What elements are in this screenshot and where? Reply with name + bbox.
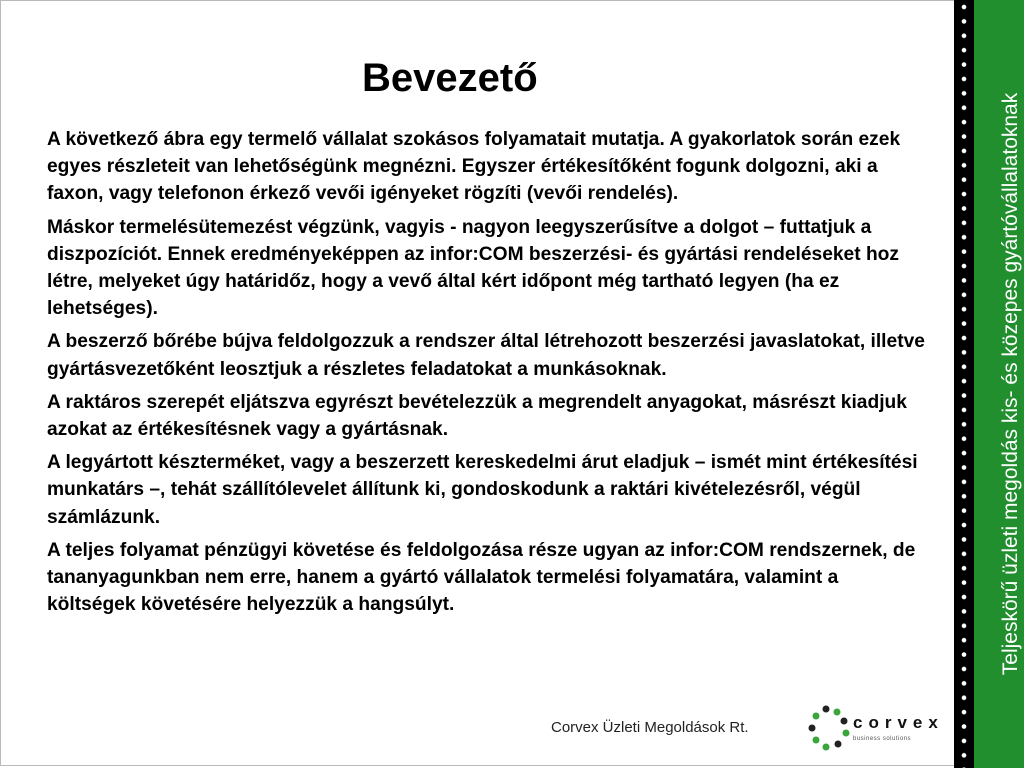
paragraph-3: A beszerző bőrébe bújva feldolgozzuk a rendszer által létrehozott beszerzési javaslatokat, illetve gyártásvezetőként leosztjuk a részletes feladatokat a munkásoknak. — [47, 331, 925, 380]
sidebar-vertical-text: Teljeskörű üzleti megoldás kis- és közepes gyártóvállalatoknak — [999, 92, 1022, 676]
logo-tagline: business solutions — [853, 736, 912, 742]
paragraph-1: A következő ábra egy termelő vállalat szokásos folyamatait mutatja. A gyakorlatok során ezek egyes részleteit van lehetőségünk megnézni. Egyszer értékesítőként fogunk dolgozni, aki a faxon, vagy telefonon érkező vevői igényeket rögzíti (vevői rendelés). — [47, 129, 901, 205]
logo-wordmark: corvex — [853, 713, 944, 732]
paragraph-4: A raktáros szerepét eljátszva egyrészt bevételezzük a megrendelt anyagokat, másrészt kiadjuk azokat az értékesítésnek vagy a gyártásnak. — [47, 391, 907, 441]
paragraph-5: A legyártott készterméket, vagy a beszerzett kereskedelmi árut eladjuk – ismét mint értékesítési munkatárs –, tehát szállítólevelet állítunk ki, gondoskodunk a raktári kivételezésről, végül számlázunk. — [47, 452, 918, 528]
slide-body — [47, 126, 927, 624]
corvex-logo — [808, 703, 944, 753]
slide-title: Bevezető — [362, 56, 538, 100]
sidebar-dot-column — [957, 0, 971, 768]
logo-dots-icon — [808, 703, 852, 753]
footer-company-name: Corvex Üzleti Megoldások Rt. — [551, 719, 749, 736]
paragraph-2: Máskor termelésütemezést végzünk, vagyis - nagyon leegyszerűsítve a dolgot – futtatjuk a diszpozíciót. Ennek eredményeképpen az infor:COM beszerzési- és gyártási rendeléseket hoz létre, melyeket úgy határidőz, hogy a vevő által kért időpont még tartható legyen (ha ez lehetséges). — [47, 216, 899, 320]
paragraph-6: A teljes folyamat pénzügyi követése és feldolgozása része ugyan az infor:COM rendszernek, de tananyagunkban nem erre, hanem a gyártó vállalatok termelési folyamatára, valamint a költségek követésére helyezzük a hangsúlyt. — [47, 539, 916, 616]
